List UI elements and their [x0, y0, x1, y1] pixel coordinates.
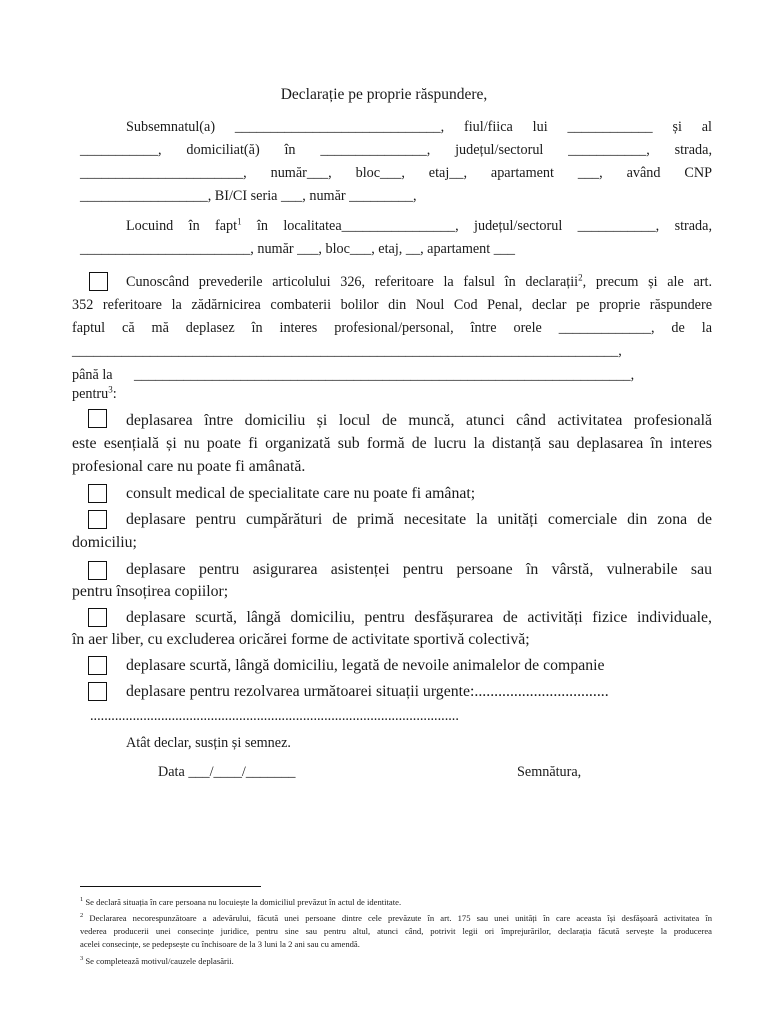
option-pets-checkbox[interactable]: [88, 656, 107, 675]
option-medical-text: consult medical de specialitate care nu poate fi amânat;: [126, 485, 476, 502]
document-title: Declarație pe proprie răspundere,: [280, 86, 488, 103]
closing-statement: Atât declar, susțin și semnez.: [126, 735, 291, 751]
footnote-2-line-3: acelei consecințe, se pedepsește cu închisoare de la 3 luni la 2 ani sau cu amendă.: [80, 939, 360, 949]
residence-line-2: ________________________, număr ___, bloc___, etaj, __, apartament ___: [80, 241, 516, 257]
footnote-2-line-1: $^2$ Declararea necorespunzătoare a adevărului, făcută unei persoane dintre cele prevăzute în art. 175 sau unei unități în care aceasta își desfășoară activitatea în: [80, 912, 712, 923]
option-medical-checkbox[interactable]: [88, 484, 107, 503]
residence-line-1: Locuind în fapt$^1$ în localitatea________________, județul/sectorul ___________, strada,: [126, 216, 712, 234]
footnote-ref-2: 2: [578, 272, 583, 283]
option-exercise-checkbox[interactable]: [88, 608, 107, 627]
footnote-ref-1: 1: [237, 216, 242, 227]
footnote-3: $^3$ Se completează motivul/cauzele deplasării.: [80, 955, 234, 966]
option-urgent-checkbox[interactable]: [88, 682, 107, 701]
statement-line-4: _____________________________________________________________________________,: [72, 343, 622, 359]
option-urgent-line-1: deplasare pentru rezolvarea următoarei situații urgente:..................................: [126, 683, 609, 700]
option-urgent-line-2: ........................................................................................................: [90, 708, 459, 724]
identity-line-1: Subsemnatul(a) _____________________________, fiul/fiica lui ____________ și al: [126, 119, 712, 135]
option-pets-text: deplasare scurtă, lângă domiciliu, legată de nevoile animalelor de companie: [126, 657, 605, 674]
option-exercise-line-1: deplasare scurtă, lângă domiciliu, pentru desfășurarea de activități fizice individuale,: [126, 609, 712, 626]
footnote-1: $^1$ Se declară situația în care persoana nu locuiește la domiciliul prevăzut în actul de identitate.: [80, 896, 402, 907]
statement-line-2: 352 referitoare la zădărnicirea combaterii bolilor din Noul Cod Penal, declar pe proprie răspundere: [72, 297, 712, 313]
option-care-line-2: pentru însoțirea copiilor;: [72, 583, 229, 600]
statement-line-3: faptul că mă deplasez în interes profesional/personal, între orele _____________, de la: [72, 320, 712, 336]
statement-until-blank: ______________________________________________________________________,: [134, 367, 635, 383]
option-work-line-3: profesional care nu poate fi amânată.: [72, 458, 306, 475]
statement-until-label: până la: [72, 367, 113, 383]
purpose-label: pentru$^3$:: [72, 384, 117, 402]
date-field[interactable]: Data ___/____/_______: [158, 764, 296, 780]
option-shopping-line-1: deplasare pentru cumpărături de primă necesitate la unități comerciale din zona de: [126, 511, 712, 528]
statement-line-1: Cunoscând prevederile articolului 326, referitoare la falsul în declarații$^2$, precum și ale art.: [126, 272, 712, 290]
option-care-checkbox[interactable]: [88, 561, 107, 580]
signature-label: Semnătura,: [517, 764, 582, 780]
statement-checkbox[interactable]: [89, 272, 108, 291]
option-work-line-1: deplasarea între domiciliu și locul de muncă, atunci când activitatea profesională: [126, 412, 712, 429]
option-shopping-checkbox[interactable]: [88, 510, 107, 529]
identity-line-4: __________________, BI/CI seria ___, număr _________,: [80, 188, 417, 204]
option-care-line-1: deplasare pentru asigurarea asistenței pentru persoane în vârstă, vulnerabile sau: [126, 561, 712, 578]
option-shopping-line-2: domiciliu;: [72, 534, 137, 551]
identity-line-2: ___________, domiciliat(ă) în _______________, județul/sectorul ___________, strada,: [80, 142, 712, 158]
option-exercise-line-2: în aer liber, cu excluderea oricărei forme de activitate sportivă colectivă;: [72, 631, 530, 648]
footnote-divider: [80, 886, 261, 887]
option-work-checkbox[interactable]: [88, 409, 107, 428]
footnote-ref-3: 3: [108, 384, 113, 395]
identity-line-3: _______________________, număr___, bloc___, etaj__, apartament ___, având CNP: [80, 165, 712, 181]
footnote-2-line-2: vederea producerii unei consecințe juridice, pentru sine sau pentru altul, atunci când, potrivit legii ori împrejurărilor, declarația făcută servește la producerea: [80, 926, 712, 936]
option-work-line-2: este esențială și nu poate fi organizată sub formă de lucru la distanță sau deplasarea în interes: [72, 435, 712, 452]
